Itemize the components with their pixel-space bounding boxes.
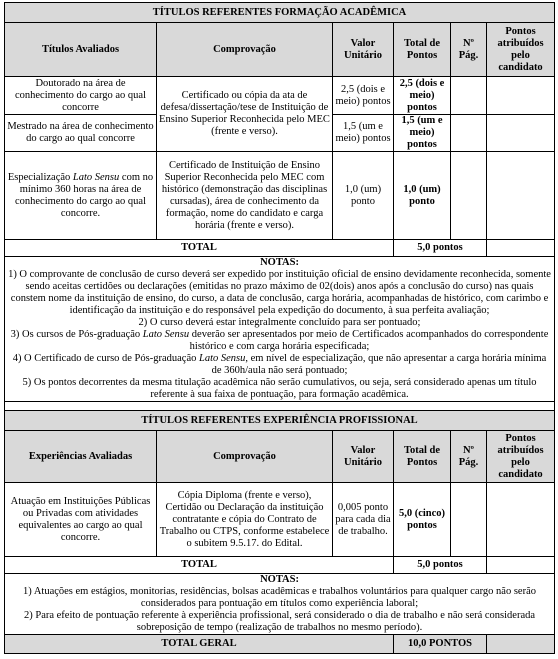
note-item: 1) O comprovante de conclusão de curso deverá ser expedido por instituição oficial de ensino devidamente reconhecida, somente sendo aceitas certidões ou declarações (emitidas no prazo máximo de 02(dois) anos após a conclusão do curso) nas quais constem nome da instituição de ensino, do curso, a data de conclusão, carga horária, acompanhadas de histórico, com carimbo e identificação da instituição e do responsável pela expedição do documento, à sua perfeita avaliação;: [8, 269, 551, 316]
row-masters-unit: 1,5 (um e meio) pontos: [333, 115, 394, 152]
row-doctorate-unit: 2,5 (dois e meio) pontos: [333, 77, 394, 115]
section2-total-label: TOTAL: [5, 557, 394, 574]
section-divider: [5, 402, 555, 411]
section2-title: TÍTULOS REFERENTES EXPERIÊNCIA PROFISSIONAL: [5, 411, 555, 431]
row-experience-unit: 0,005 ponto para cada dia de trabalho.: [333, 483, 394, 557]
header-titles: Títulos Avaliados: [5, 23, 157, 77]
note-item: 5) Os pontos decorrentes da mesma titulação acadêmica não serão cumulativos, ou seja, será considerado apenas um título referente à sua faixa de pontuação, para formação acadêmica.: [22, 377, 537, 400]
header-experiences: Experiências Avaliadas: [5, 431, 157, 483]
score-table: [4, 2, 555, 654]
note-item: 1) Atuações em estágios, monitorias, residências, bolsas acadêmicas e trabalhos voluntários para qualquer cargo não serão considerados para pontuação em títulos como experiência laboral;: [23, 586, 536, 609]
row-specialization-awarded[interactable]: [487, 152, 555, 240]
row-masters-page[interactable]: [451, 115, 487, 152]
shared-proof: Certificado ou cópia da ata de defesa/dissertação/tese de Instituição de Ensino Superior Reconhecida pelo MEC (frente e verso).: [157, 77, 333, 152]
section1-title: TÍTULOS REFERENTES FORMAÇÃO ACADÊMICA: [5, 3, 555, 23]
section2-total-value: 5,0 pontos: [394, 557, 487, 574]
row-doctorate-total: 2,5 (dois e meio) pontos: [394, 77, 451, 115]
header-unit-value: Valor Unitário: [333, 23, 394, 77]
row-experience-proof: Cópia Diploma (frente e verso), Certidão ou Declaração da instituição contratante e cópia do Contrato de Trabalho ou CTPS, conforme estabelece o subitem 9.5.17. do Edital.: [157, 483, 333, 557]
section1-notes: [5, 257, 555, 402]
section2-notes-title: NOTAS:: [260, 574, 299, 585]
row-doctorate-title: Doutorado na área de conhecimento do cargo ao qual concorre: [5, 77, 157, 115]
row-experience-title: Atuação em Instituições Públicas ou Privadas com atividades equivalentes ao cargo ao qual concorre.: [5, 483, 157, 557]
header-page-no: Nº Pág.: [451, 431, 487, 483]
note-item: 3) Os cursos de Pós-graduação Lato Sensu deverão ser apresentados por meio de Certificados acompanhados do correspondente histórico e com carga horária especificada;: [10, 329, 549, 352]
row-specialization-total: 1,0 (um) ponto: [394, 152, 451, 240]
row-doctorate-page[interactable]: [451, 77, 487, 115]
header-total-points: Total de Pontos: [394, 23, 451, 77]
row-experience-awarded[interactable]: [487, 483, 555, 557]
score-sheet: [4, 2, 554, 654]
row-specialization-proof: Certificado de Instituição de Ensino Superior Reconhecida pelo MEC com histórico (demonstração das disciplinas cursadas), área de conhecimento da formação, nome do candidato e carga horária (frente e verso).: [157, 152, 333, 240]
row-masters-total: 1,5 (um e meio) pontos: [394, 115, 451, 152]
header-proof: Comprovação: [157, 23, 333, 77]
note-item: 2) O curso deverá estar integralmente concluído para ser pontuado;: [138, 317, 421, 328]
header-page-no: Nº Pág.: [451, 23, 487, 77]
row-doctorate-awarded[interactable]: [487, 77, 555, 115]
row-experience-page[interactable]: [451, 483, 487, 557]
grand-total-value: 10,0 PONTOS: [394, 635, 487, 654]
section1-total-label: TOTAL: [5, 240, 394, 257]
header-proof: Comprovação: [157, 431, 333, 483]
section2-total-awarded[interactable]: [487, 557, 555, 574]
section2-notes: [5, 574, 555, 635]
row-masters-awarded[interactable]: [487, 115, 555, 152]
row-specialization-unit: 1,0 (um) ponto: [333, 152, 394, 240]
header-awarded: Pontos atribuídos pelo candidato: [487, 23, 555, 77]
row-specialization-page[interactable]: [451, 152, 487, 240]
grand-total-label: TOTAL GERAL: [5, 635, 394, 654]
section1-total-value: 5,0 pontos: [394, 240, 487, 257]
header-unit-value: Valor Unitário: [333, 431, 394, 483]
section1-notes-title: NOTAS:: [260, 257, 299, 268]
row-specialization-title: Especialização Lato Sensu com no mínimo 360 horas na área de conhecimento do cargo ao qual concorre.: [5, 152, 157, 240]
row-experience-total: 5,0 (cinco) pontos: [394, 483, 451, 557]
section1-total-awarded[interactable]: [487, 240, 555, 257]
header-total-points: Total de Pontos: [394, 431, 451, 483]
row-masters-title: Mestrado na área de conhecimento do cargo ao qual concorre: [5, 115, 157, 152]
note-item: 4) O Certificado de curso de Pós-graduação Lato Sensu, em nível de especialização, que não apresentar a carga horária mínima de 360h/aula não será pontuado;: [12, 353, 547, 376]
grand-total-awarded[interactable]: [487, 635, 555, 654]
note-item: 2) Para efeito de pontuação referente à experiência profissional, será considerado o dia de trabalho e não será considerada sobreposição de tempo (realização de trabalhos no mesmo período).: [23, 610, 536, 633]
header-awarded: Pontos atribuídos pelo candidato: [487, 431, 555, 483]
